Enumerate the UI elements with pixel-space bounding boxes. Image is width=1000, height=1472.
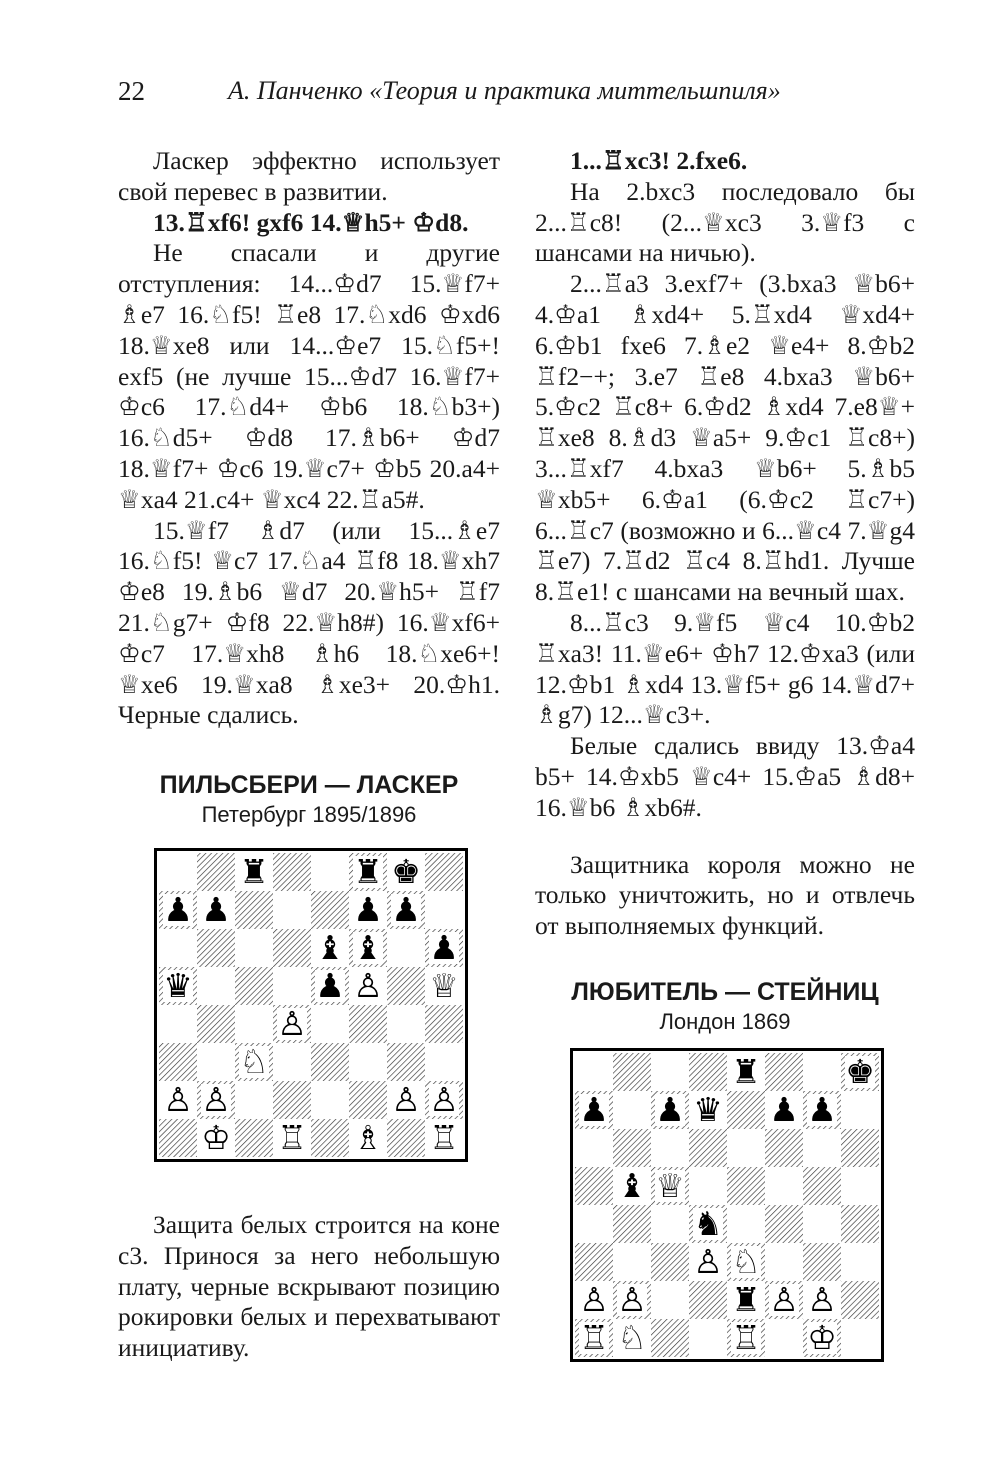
black-pawn-piece: ♟ xyxy=(163,890,193,929)
light-square xyxy=(235,1005,273,1043)
left-column-bottom xyxy=(118,1210,500,1364)
dark-square xyxy=(727,1091,765,1129)
black-pawn-piece: ♟ xyxy=(353,890,383,929)
dark-square xyxy=(613,1205,651,1243)
dark-square xyxy=(273,929,311,967)
black-queen-piece: ♛ xyxy=(693,1090,723,1129)
light-square xyxy=(841,1319,879,1357)
black-pawn-piece: ♟ xyxy=(429,928,459,967)
light-square xyxy=(651,1205,689,1243)
light-square xyxy=(197,967,235,1005)
dark-square xyxy=(613,1053,651,1091)
light-square xyxy=(841,1243,879,1281)
dark-square xyxy=(841,1205,879,1243)
dark-square xyxy=(841,1281,879,1319)
dark-square xyxy=(387,1043,425,1081)
dark-square xyxy=(575,1167,613,1205)
white-king-piece: ♔ xyxy=(807,1318,837,1357)
black-king-piece: ♚ xyxy=(845,1052,875,1091)
black-knight-piece: ♞ xyxy=(693,1204,723,1243)
dark-square xyxy=(425,853,463,891)
chess-diagram xyxy=(570,1048,884,1362)
light-square xyxy=(803,1205,841,1243)
white-rook-piece: ♖ xyxy=(731,1318,761,1357)
light-square xyxy=(159,853,197,891)
light-square xyxy=(197,1043,235,1081)
black-pawn-piece: ♟ xyxy=(391,890,421,929)
light-square xyxy=(311,1081,349,1119)
right-column xyxy=(535,146,915,1036)
white-pawn-piece: ♙ xyxy=(353,966,383,1005)
light-square xyxy=(765,1319,803,1357)
black-rook-piece: ♜ xyxy=(353,852,383,891)
dark-square xyxy=(235,891,273,929)
dark-square xyxy=(651,1243,689,1281)
dark-square xyxy=(689,1053,727,1091)
chess-diagram xyxy=(154,848,468,1162)
move-line: 1...♖xc3! 2.fxe6. xyxy=(570,146,748,175)
light-square xyxy=(273,967,311,1005)
page-header xyxy=(0,76,1000,112)
black-bishop-piece: ♝ xyxy=(353,928,383,967)
dark-square xyxy=(765,1053,803,1091)
board-pillsbury-lasker xyxy=(154,848,468,1162)
light-square xyxy=(765,1167,803,1205)
paragraph: 15.♕f7 ♗d7 (или 15...♗e7 16.♘f5! ♕c7 17.♘a4 ♖f8 18.♕xh7 ♔e8 19.♗b6 ♕d7 20.♕h5+ ♖f7 21.♘g7+ ♔f8 22.♕h8#) 16.♕xf6+ ♔c7 17.♕xh8 ♗h6 18.♘xe6+! ♕xe6 19.♕xa8 ♗xe3+ 20.♔h1. Черные сдались. xyxy=(118,515,500,730)
dark-square xyxy=(235,967,273,1005)
game-title: ПИЛЬСБЕРИ — ЛАСКЕР xyxy=(159,771,459,800)
paragraph: 2...♖a3 3.exf7+ (3.bxa3 ♕b6+ 4.♔a1 ♗xd4+ 5.♖xd4 ♕xd4+ 6.♔b1 fxe6 7.♗e2 ♕e4+ 8.♔b2 ♖f2−+; 3.e7 ♖e8 4.bxa3 ♕b6+ 5.♔c2 ♖c8+ 6.♔d2 ♗xd4 7.e8♕+ ♖xe8 8.♗d3 ♕a5+ 9.♔c1 ♖c8+) 3...♖xf7 4.bxa3 ♕b6+ 5.♗b5 ♕xb5+ 6.♔a1 (6.♔c2 ♖c7+) 6...♖c7 (возможно и 6...♕c4 7.♕g4 ♖e7) 7.♖d2 ♖c4 8.♖hd1. Лучше 8.♖e1! с шансами на вечный шах. xyxy=(535,269,915,607)
black-pawn-piece: ♟ xyxy=(579,1090,609,1129)
white-king-piece: ♔ xyxy=(201,1118,231,1157)
light-square xyxy=(575,1053,613,1091)
white-knight-piece: ♘ xyxy=(239,1042,269,1081)
black-pawn-piece: ♟ xyxy=(315,966,345,1005)
paragraph: Защитника короля можно не только уничтожить, но и отвлечь от выполняемых функций. xyxy=(535,849,915,941)
paragraph: Ласкер эффектно использует свой перевес в развитии. xyxy=(118,146,500,206)
white-knight-piece: ♘ xyxy=(617,1318,647,1357)
white-pawn-piece: ♙ xyxy=(769,1280,799,1319)
white-rook-piece: ♖ xyxy=(277,1118,307,1157)
light-square xyxy=(311,1005,349,1043)
white-pawn-piece: ♙ xyxy=(693,1242,723,1281)
light-square xyxy=(841,1167,879,1205)
game-place: Петербург 1895/1896 xyxy=(201,802,417,828)
paragraph: Белые сдались ввиду 13.♔a4 b5+ 14.♔xb5 ♕c4+ 15.♔a5 ♗d8+ 16.♕b6 ♗xb6#. xyxy=(535,731,915,822)
light-square xyxy=(387,929,425,967)
light-square xyxy=(727,1129,765,1167)
white-pawn-piece: ♙ xyxy=(429,1080,459,1119)
light-square xyxy=(651,1129,689,1167)
light-square xyxy=(425,891,463,929)
dark-square xyxy=(197,1005,235,1043)
paragraph: На 2.bxc3 последовало бы 2...♖c8! (2...♕xc3 3.♕f3 с шансами на ничью). xyxy=(535,176,915,268)
dark-square xyxy=(387,967,425,1005)
light-square xyxy=(273,1043,311,1081)
light-square xyxy=(235,1081,273,1119)
move-line: 13.♖xf6! gxf6 14.♕h5+ ♔d8. xyxy=(153,207,469,237)
dark-square xyxy=(765,1129,803,1167)
black-pawn-piece: ♟ xyxy=(201,890,231,929)
black-pawn-piece: ♟ xyxy=(655,1090,685,1129)
light-square xyxy=(803,1053,841,1091)
paragraph: Не спасали и другие отступления: 14...♔d7 15.♕f7+ ♗e7 16.♘f5! ♖e8 17.♘xd6 ♔xd6 18.♕xe8 или 14...♔e7 15.♘f5+! exf5 (не лучше 15...♔d7 16.♕f7+ ♔c6 17.♘d4+ ♔b6 18.♘b3+) 16.♘d5+ ♔d8 17.♗b6+ ♔d7 18.♕f7+ ♔c6 19.♕c7+ ♔b5 20.a4+ ♕xa4 21.c4+ ♕xc4 22.♖a5#. xyxy=(118,238,500,514)
dark-square xyxy=(311,891,349,929)
dark-square xyxy=(841,1129,879,1167)
light-square xyxy=(613,1091,651,1129)
white-rook-piece: ♖ xyxy=(579,1318,609,1357)
white-pawn-piece: ♙ xyxy=(617,1280,647,1319)
dark-square xyxy=(349,1005,387,1043)
dark-square xyxy=(349,1081,387,1119)
light-square xyxy=(651,1281,689,1319)
dark-square xyxy=(273,853,311,891)
white-queen-piece: ♕ xyxy=(655,1166,685,1205)
light-square xyxy=(803,1129,841,1167)
left-column xyxy=(118,146,500,829)
dark-square xyxy=(803,1243,841,1281)
light-square xyxy=(387,1005,425,1043)
black-pawn-piece: ♟ xyxy=(807,1090,837,1129)
white-pawn-piece: ♙ xyxy=(579,1280,609,1319)
game-heading xyxy=(118,769,500,829)
light-square xyxy=(765,1243,803,1281)
light-square xyxy=(273,891,311,929)
dark-square xyxy=(689,1281,727,1319)
white-pawn-piece: ♙ xyxy=(163,1080,193,1119)
light-square xyxy=(651,1053,689,1091)
paragraph: 8...♖c3 9.♕f5 ♕c4 10.♔b2 ♖xa3! 11.♕e6+ ♔h7 12.♔xa3 (или 12.♔b1 ♗xd4 13.♕f5+ g6 14.♕d7+ ♗g7) 12...♕c3+. xyxy=(535,607,915,730)
light-square xyxy=(841,1091,879,1129)
black-bishop-piece: ♝ xyxy=(617,1166,647,1205)
dark-square xyxy=(765,1205,803,1243)
dark-square xyxy=(311,1119,349,1157)
light-square xyxy=(425,1043,463,1081)
game-place: Лондон 1869 xyxy=(659,1008,791,1034)
dark-square xyxy=(197,929,235,967)
black-king-piece: ♚ xyxy=(391,852,421,891)
white-pawn-piece: ♙ xyxy=(277,1004,307,1043)
black-rook-piece: ♜ xyxy=(731,1052,761,1091)
dark-square xyxy=(273,1081,311,1119)
dark-square xyxy=(197,853,235,891)
white-bishop-piece: ♗ xyxy=(353,1118,383,1157)
white-knight-piece: ♘ xyxy=(731,1242,761,1281)
light-square xyxy=(575,1129,613,1167)
dark-square xyxy=(425,1005,463,1043)
dark-square xyxy=(613,1129,651,1167)
dark-square xyxy=(311,1043,349,1081)
white-pawn-piece: ♙ xyxy=(391,1080,421,1119)
black-rook-piece: ♜ xyxy=(239,852,269,891)
board-amateur-steinitz xyxy=(570,1048,884,1362)
black-queen-piece: ♛ xyxy=(163,966,193,1005)
light-square xyxy=(575,1205,613,1243)
white-pawn-piece: ♙ xyxy=(807,1280,837,1319)
dark-square xyxy=(689,1129,727,1167)
dark-square xyxy=(575,1243,613,1281)
light-square xyxy=(235,929,273,967)
light-square xyxy=(159,929,197,967)
white-pawn-piece: ♙ xyxy=(201,1080,231,1119)
light-square xyxy=(311,853,349,891)
light-square xyxy=(689,1167,727,1205)
page-number: 22 xyxy=(118,76,145,106)
black-rook-piece: ♜ xyxy=(731,1280,761,1319)
paragraph: Защита белых строится на коне c3. Принося за него небольшую плату, черные вскрывают позицию рокировки белых и перехватывают инициативу. xyxy=(118,1210,500,1363)
game-title: ЛЮБИТЕЛЬ — СТЕЙНИЦ xyxy=(571,977,879,1006)
dark-square xyxy=(387,1119,425,1157)
black-pawn-piece: ♟ xyxy=(769,1090,799,1129)
black-bishop-piece: ♝ xyxy=(315,928,345,967)
dark-square xyxy=(803,1167,841,1205)
light-square xyxy=(349,1043,387,1081)
white-rook-piece: ♖ xyxy=(429,1118,459,1157)
light-square xyxy=(613,1243,651,1281)
light-square xyxy=(159,1005,197,1043)
dark-square xyxy=(159,1043,197,1081)
dark-square xyxy=(727,1167,765,1205)
dark-square xyxy=(235,1119,273,1157)
light-square xyxy=(689,1319,727,1357)
white-queen-piece: ♕ xyxy=(429,966,459,1005)
game-heading xyxy=(535,976,915,1036)
dark-square xyxy=(159,1119,197,1157)
running-title: А. Панченко «Теория и практика миттельшпиля» xyxy=(228,76,781,105)
light-square xyxy=(727,1205,765,1243)
dark-square xyxy=(651,1319,689,1357)
